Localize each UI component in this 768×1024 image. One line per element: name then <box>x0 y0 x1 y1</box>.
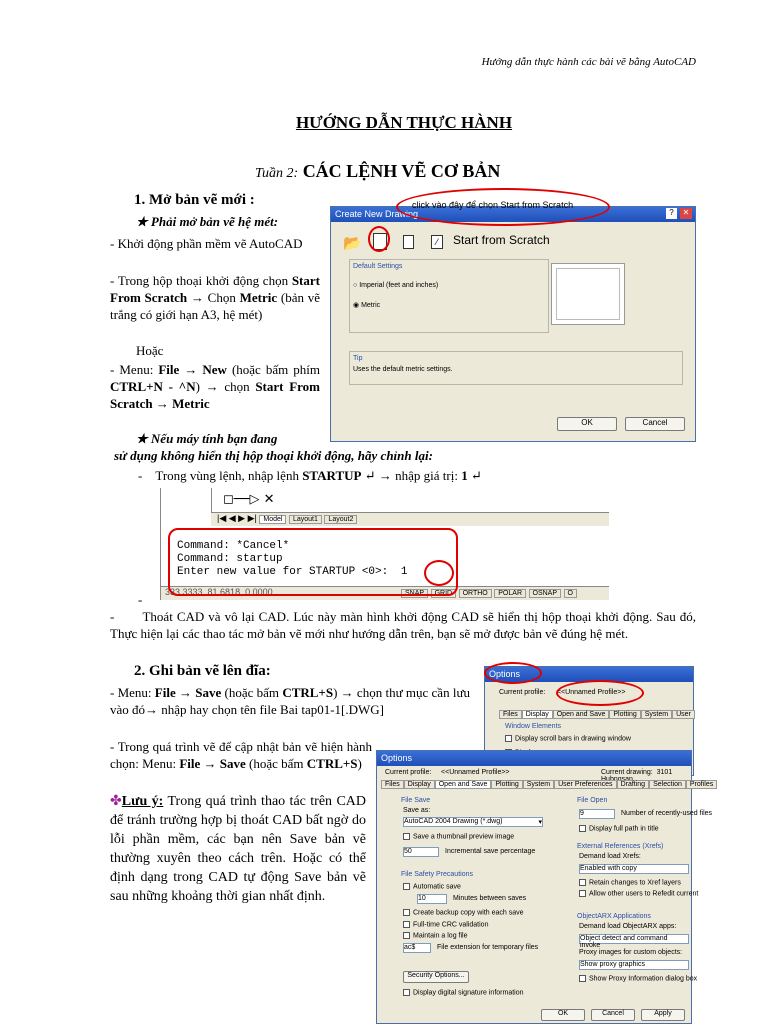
paper-preview <box>551 263 625 325</box>
coords-readout: 333.3333, 81.6818, 0.0000 <box>165 587 273 597</box>
help-icon[interactable]: ? <box>666 208 677 219</box>
tab-drafting[interactable]: Drafting <box>617 780 650 789</box>
ext-label: File extension for temporary files <box>437 944 539 951</box>
recent-label: Number of recently-used files <box>621 810 713 817</box>
file-save-group: File Save <box>401 797 431 804</box>
osnap-toggle[interactable]: OSNAP <box>529 589 562 598</box>
xref-group: External References (Xrefs) <box>577 843 664 850</box>
section2-heading: 2. Ghi bản vẽ lên đĩa: <box>134 663 271 679</box>
metric-radio[interactable]: ◉ Metric <box>353 302 381 309</box>
arx-group: ObjectARX Applications <box>577 913 651 920</box>
annotation-text: click vào đây để chọn Start from Scratch <box>412 200 574 210</box>
bullet1-text: Phải mở bản vẽ hệ mét: <box>150 214 279 229</box>
back-tab-system[interactable]: System <box>641 710 672 719</box>
tab-files[interactable]: Files <box>381 780 404 789</box>
note-icon: ✤ <box>110 794 122 809</box>
proxy-label: Proxy images for custom objects: <box>579 949 683 956</box>
tab-profiles[interactable]: Profiles <box>686 780 717 789</box>
options-dialog-front <box>376 750 714 1024</box>
page-title: HƯỚNG DẪN THỰC HÀNH <box>295 113 513 132</box>
tab-system[interactable]: System <box>523 780 554 789</box>
security-button[interactable]: Security Options... <box>403 971 469 983</box>
ok-button[interactable]: OK <box>557 417 617 431</box>
section1-bullet2a: ★ Nếu máy tính bạn đang <box>136 431 278 446</box>
tab-user-preferences[interactable]: User Preferences <box>554 780 616 789</box>
front-drawing: Current drawing: 3101 <box>601 769 673 776</box>
front-tabs <box>381 781 717 788</box>
nav-arrows[interactable]: |◀ ◀ ▶ ▶| <box>217 513 257 523</box>
section2-p1: - Menu: File → Save (hoặc bấm CTRL+S) → chọn thư mục cần lưu vào đó→ nhập hay chọn tên file Bai tap01-1[.DWG] <box>110 685 470 717</box>
options-ok-button[interactable]: OK <box>541 1009 585 1021</box>
option-label: Start from Scratch <box>453 233 550 247</box>
options-apply-button[interactable]: Apply <box>641 1009 685 1021</box>
wizard-icon[interactable]: ⁄ <box>431 235 443 249</box>
dash-line: - <box>138 592 143 607</box>
retain-check[interactable]: Retain changes to Xref layers <box>579 879 681 886</box>
proxy-info-check[interactable]: Show Proxy Information dialog box <box>579 975 697 982</box>
section1-heading: 1. Mở bản vẽ mới : <box>134 192 255 208</box>
section1-p4: - Trong vùng lệnh, nhập lệnh STARTUP ↵ → nhập giá trị: 1 ↵ <box>138 468 482 483</box>
log-check[interactable]: Maintain a log file <box>403 932 467 939</box>
back-group: Window Elements <box>505 723 562 730</box>
tab-display[interactable]: Display <box>404 780 435 789</box>
back-tab-user[interactable]: User <box>672 710 695 719</box>
back-profile: Current profile: <<Unnamed Profile>> <box>499 689 626 696</box>
back-tab-display[interactable]: Display <box>522 710 553 719</box>
page-subtitle <box>255 161 500 182</box>
tab-plotting[interactable]: Plotting <box>491 780 522 789</box>
dialog-titlebar: Create New Drawing ? ✕ <box>331 207 695 222</box>
subtitle-week: Tuần 2: <box>255 166 299 181</box>
layout-tabs <box>211 512 609 526</box>
save-as-label: Save as: <box>403 807 431 814</box>
ucs-icon: ◻──▷ ✕ <box>223 492 275 507</box>
cancel-button[interactable]: Cancel <box>625 417 685 431</box>
template-icon[interactable] <box>403 235 414 249</box>
minutes-input[interactable]: 10 <box>417 894 447 904</box>
save-format-select[interactable]: AutoCAD 2004 Drawing (*.dwg) ▾ <box>404 818 542 826</box>
default-settings-group: Default Settings ○ Imperial (feet and inches) ◉ Metric <box>349 259 549 333</box>
section1-bullet1: ★ Phải mở bản vẽ hệ mét: <box>136 214 279 229</box>
imperial-radio[interactable]: ○ Imperial (feet and inches) <box>353 282 439 289</box>
recent-input[interactable]: 9 <box>579 809 615 819</box>
digsig-check[interactable]: Display digital signature information <box>403 989 524 996</box>
grid-toggle[interactable]: GRID <box>431 589 457 598</box>
snap-toggle[interactable]: SNAP <box>401 589 428 598</box>
front-profile: Current profile: <<Unnamed Profile>> <box>385 769 510 776</box>
section1-bullet2b: sử dụng không hiển thị hộp thoại khởi động, hãy chỉnh lại: <box>114 448 433 463</box>
tab-open-save[interactable]: Open and Save <box>435 780 492 789</box>
ext-input[interactable]: ac$ <box>403 943 431 953</box>
command-highlight <box>168 528 458 596</box>
section1-p5: - Thoát CAD và vô lại CAD. Lúc này màn hình khởi động CAD sẽ hiển thị hộp thoại khởi động. Sau đó, Thực hiện lại các thao tác mở bản vẽ mới như hướng dẫn trên, bạn sẽ mở được bản vẽ đúng hệ mét. <box>110 609 696 641</box>
page-header: Hướng dẫn thực hành các bài vẽ bằng AutoCAD <box>481 56 696 68</box>
section2-p2: - Trong quá trình vẽ để cập nhật bản vẽ hiện hành chọn: Menu: File → Save (hoặc bấm CTRL+S) <box>110 739 372 771</box>
command-history: Command: *Cancel* Command: startup Enter new value for STARTUP <0>: 1 <box>177 540 408 578</box>
back-tab-plotting[interactable]: Plotting <box>609 710 640 719</box>
otrack-toggle[interactable]: O <box>564 589 577 598</box>
thumb-check[interactable]: Save a thumbnail preview image <box>403 833 514 840</box>
section1-p3: - Menu: File → New (hoặc bấm phím CTRL+N - ^N) → chọn Start From Scratch → Metric <box>110 362 320 411</box>
backup-check[interactable]: Create backup copy with each save <box>403 909 524 916</box>
options-back-titlebar: Options <box>485 667 693 682</box>
tab-layout2[interactable]: Layout2 <box>324 515 357 524</box>
demand-select[interactable]: Enabled with copy <box>579 864 689 874</box>
subtitle-name: CÁC LỆNH VẼ CƠ BẢN <box>302 161 501 181</box>
polar-toggle[interactable]: POLAR <box>494 589 526 598</box>
back-opt1[interactable]: Display scroll bars in drawing window <box>505 735 631 742</box>
proxy-select[interactable]: Show proxy graphics <box>579 960 689 970</box>
options-title-highlight <box>484 662 542 684</box>
arx-select[interactable]: Object detect and command invoke <box>579 934 689 944</box>
profile-highlight <box>556 680 644 706</box>
file-open-group: File Open <box>577 797 608 804</box>
allow-check[interactable]: Allow other users to Refedit current <box>579 890 698 897</box>
section2-note: ✤Lưu ý: Trong quá trình thao tác trên CAD để tránh trường hợp bị thoát CAD bất ngờ do lỗi phần mềm, các bạn nên Save bản vẽ thường xuyên theo cách trên. Hoặc có thể định dạng trong CAD tự động Save bản vẽ sau những khoảng thời gian nhất định. <box>110 794 366 904</box>
incr-label: Incremental save percentage <box>445 848 536 855</box>
section1-p1: - Khởi động phần mềm vẽ AutoCAD <box>110 236 303 251</box>
back-tab-open-save[interactable]: Open and Save <box>553 710 610 719</box>
scratch-highlight <box>368 226 390 252</box>
close-icon[interactable]: ✕ <box>680 208 692 219</box>
minutes-label: Minutes between saves <box>453 895 527 902</box>
autosave-check[interactable]: Automatic save <box>403 883 461 890</box>
tab-model[interactable]: Model <box>259 515 286 524</box>
section1-or: Hoặc <box>136 343 164 358</box>
back-tab-files[interactable]: Files <box>499 710 522 719</box>
incr-input[interactable]: 50 <box>403 847 439 857</box>
options-cancel-button[interactable]: Cancel <box>591 1009 635 1021</box>
fullpath-check[interactable]: Display full path in title <box>579 825 659 832</box>
arx-label: Demand load ObjectARX apps: <box>579 923 677 930</box>
tab-layout1[interactable]: Layout1 <box>289 515 322 524</box>
options-front-titlebar: Options <box>377 751 691 766</box>
crc-check[interactable]: Full-time CRC validation <box>403 921 488 928</box>
open-drawing-icon[interactable]: 📂 <box>343 235 362 252</box>
demand-label: Demand load Xrefs: <box>579 853 641 860</box>
tab-selection[interactable]: Selection <box>649 780 686 789</box>
tip-group: Tip Uses the default metric settings. <box>349 351 683 385</box>
ortho-toggle[interactable]: ORTHO <box>459 589 492 598</box>
section1-p2: - Trong hộp thoại khởi động chọn Start From Scratch → Chọn Metric (bản vẽ trắng có giới hạn A3, hệ mét) <box>110 273 321 322</box>
safety-group: File Safety Precautions <box>401 871 473 878</box>
value-highlight <box>424 560 454 586</box>
